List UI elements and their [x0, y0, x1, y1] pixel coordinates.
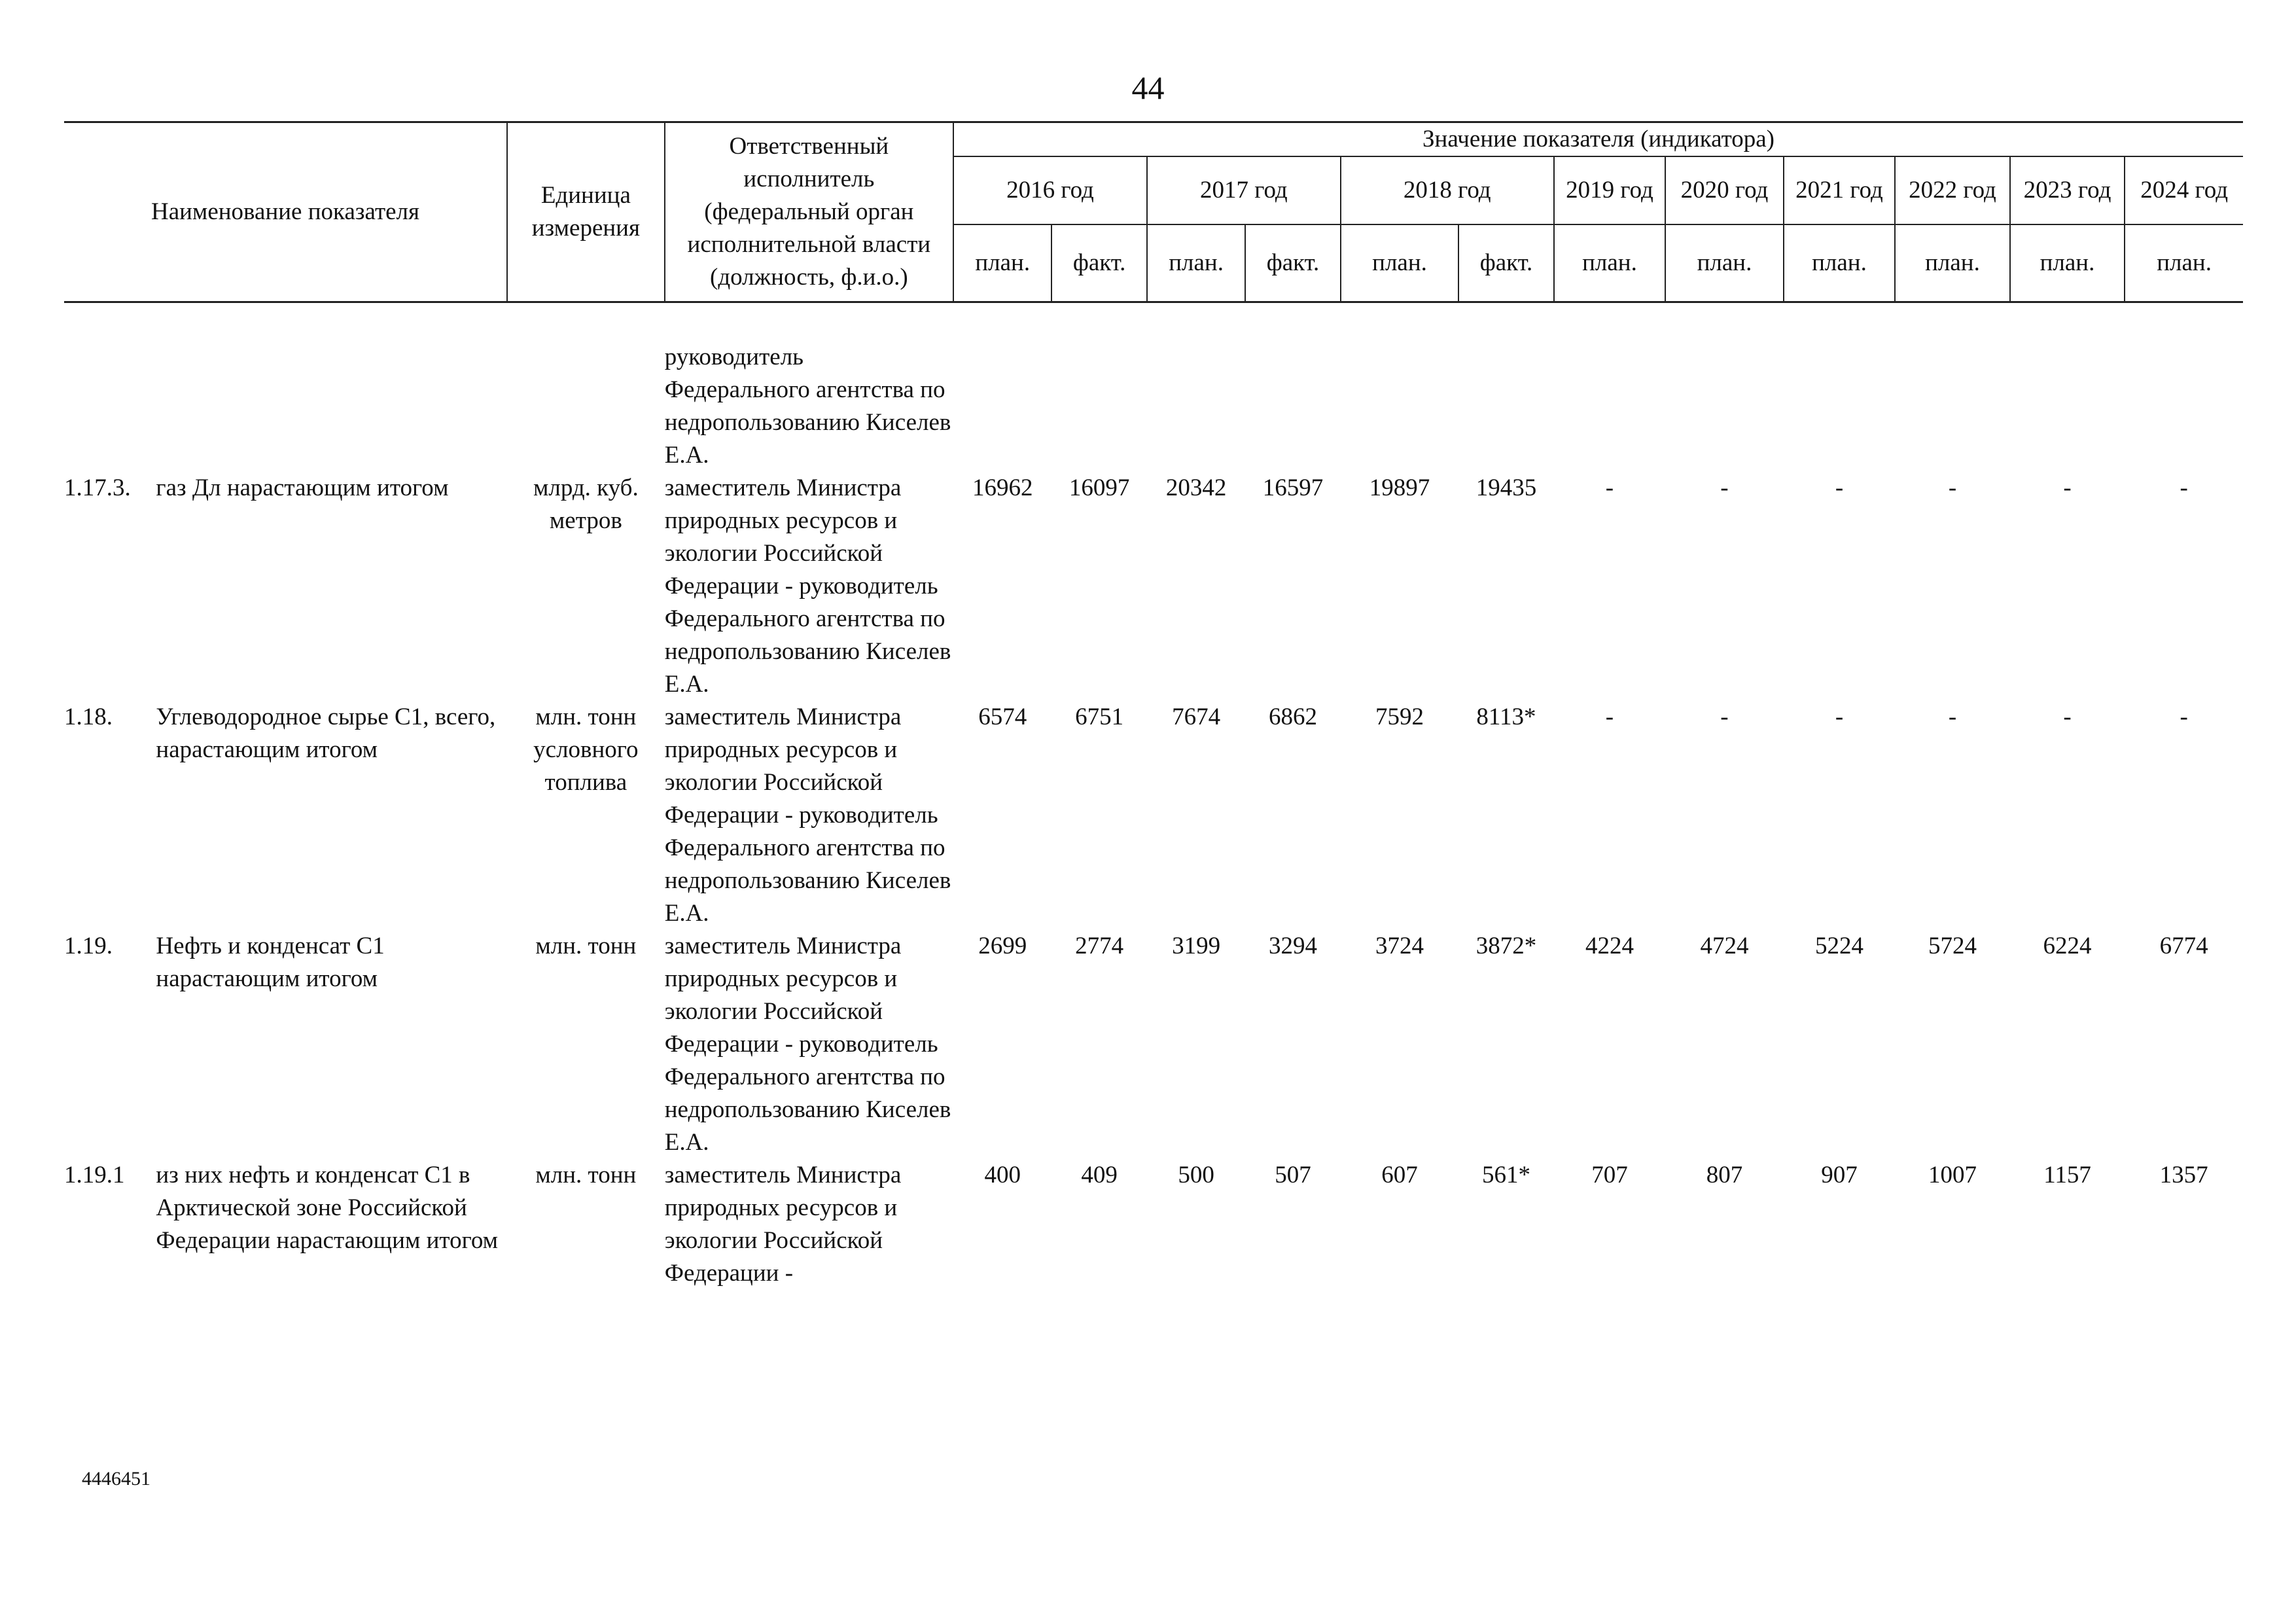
- value-cell: 400: [984, 1161, 1021, 1188]
- indicator-name: Нефть и конденсат С1 нарастающим итогом: [156, 932, 385, 992]
- header-year: 2024 год: [2125, 156, 2243, 224]
- header-sub: факт.: [1051, 224, 1146, 302]
- value-cell: 607: [1381, 1161, 1418, 1188]
- executor-cell: руководитель Федерального агентства по недропользованию Киселев Е.А.: [664, 343, 951, 469]
- value-cell: 3724: [1375, 932, 1424, 959]
- header-name: Наименование показателя: [64, 122, 507, 302]
- value-cell: -: [1835, 474, 1844, 501]
- value-cell: 561*: [1481, 1161, 1530, 1188]
- value-cell: -: [1720, 703, 1729, 730]
- value-cell: -: [2180, 703, 2188, 730]
- header-year: 2018 год: [1341, 156, 1554, 224]
- value-cell: 807: [1706, 1161, 1743, 1188]
- table-row: [64, 1159, 2243, 1290]
- value-cell: -: [2180, 474, 2188, 501]
- table-row: [64, 701, 2243, 930]
- executor-cell: заместитель Министра природных ресурсов и экологии Российской Федерации - руководитель Федерального агентства по недропользованию Киселев Е.А.: [664, 932, 951, 1156]
- value-cell: 2774: [1075, 932, 1124, 959]
- header-sub: факт.: [1458, 224, 1553, 302]
- header-sub: план.: [1147, 224, 1245, 302]
- executor-cell: заместитель Министра природных ресурсов и экологии Российской Федерации -: [664, 1161, 902, 1287]
- header-year: 2022 год: [1895, 156, 2010, 224]
- table-body: [64, 302, 2243, 1290]
- value-cell: 6862: [1269, 703, 1318, 730]
- value-cell: -: [2063, 474, 2072, 501]
- value-cell: 19897: [1369, 474, 1430, 501]
- table-row: [64, 930, 2243, 1159]
- header-year: 2019 год: [1554, 156, 1666, 224]
- value-cell: 6574: [978, 703, 1027, 730]
- value-cell: 16597: [1262, 474, 1324, 501]
- value-cell: 6774: [2159, 932, 2208, 959]
- value-cell: 707: [1591, 1161, 1628, 1188]
- header-sub: план.: [953, 224, 1051, 302]
- value-cell: 500: [1178, 1161, 1214, 1188]
- header-year: 2023 год: [2010, 156, 2125, 224]
- value-cell: 507: [1275, 1161, 1311, 1188]
- executor-cell: заместитель Министра природных ресурсов и экологии Российской Федерации - руководитель Федерального агентства по недропользованию Киселев Е.А.: [664, 474, 951, 698]
- continuation-row: [64, 341, 2243, 472]
- header-year: 2017 год: [1147, 156, 1341, 224]
- table-row: [64, 472, 2243, 701]
- header-executor: Ответственный исполнитель (федеральный орган исполнительной власти (должность, ф.и.о.): [665, 122, 953, 302]
- value-cell: 7592: [1375, 703, 1424, 730]
- value-cell: 5224: [1814, 932, 1863, 959]
- value-cell: -: [1948, 474, 1957, 501]
- executor-cell: заместитель Министра природных ресурсов и экологии Российской Федерации - руководитель Федерального агентства по недропользованию Киселев Е.А.: [664, 703, 951, 927]
- unit-cell: млн. тонн: [535, 932, 637, 959]
- value-cell: 6751: [1075, 703, 1124, 730]
- value-cell: 3199: [1172, 932, 1221, 959]
- value-cell: 8113*: [1476, 703, 1536, 730]
- value-cell: 1157: [2043, 1161, 2091, 1188]
- header-sub: план.: [1554, 224, 1666, 302]
- value-cell: 3294: [1269, 932, 1318, 959]
- value-cell: 16962: [972, 474, 1033, 501]
- value-cell: 19435: [1475, 474, 1537, 501]
- value-cell: 16097: [1069, 474, 1130, 501]
- value-cell: -: [1720, 474, 1729, 501]
- document-id: 4446451: [82, 1468, 150, 1489]
- indicator-name: Углеводородное сырье С1, всего, нарастающим итогом: [156, 703, 496, 763]
- header-year: 2016 год: [953, 156, 1147, 224]
- header-unit: Единица измерения: [507, 122, 665, 302]
- header-sub: план.: [1895, 224, 2010, 302]
- unit-cell: млн. тонн условного топлива: [533, 703, 639, 796]
- header-year: 2020 год: [1665, 156, 1784, 224]
- value-cell: -: [1948, 703, 1957, 730]
- value-cell: 4724: [1700, 932, 1749, 959]
- row-number: 1.19.1: [64, 1161, 125, 1188]
- header-sub: факт.: [1245, 224, 1340, 302]
- value-cell: -: [1835, 703, 1844, 730]
- row-number: 1.17.3.: [64, 474, 131, 501]
- header-sub: план.: [1341, 224, 1459, 302]
- value-cell: 1007: [1928, 1161, 1977, 1188]
- table-header: [64, 122, 2243, 302]
- header-sub: план.: [1665, 224, 1784, 302]
- value-cell: 7674: [1172, 703, 1221, 730]
- header-sub: план.: [2010, 224, 2125, 302]
- value-cell: 409: [1081, 1161, 1118, 1188]
- value-cell: 5724: [1928, 932, 1977, 959]
- indicator-name: газ Дл нарастающим итогом: [156, 474, 449, 501]
- indicator-name: из них нефть и конденсат С1 в Арктической зоне Российской Федерации нарастающим итогом: [156, 1161, 499, 1254]
- unit-cell: млн. тонн: [535, 1161, 637, 1188]
- page-number: 44: [1131, 69, 1165, 106]
- value-cell: -: [1605, 703, 1614, 730]
- value-cell: 4224: [1585, 932, 1634, 959]
- row-number: 1.19.: [64, 932, 113, 959]
- value-cell: 20342: [1165, 474, 1227, 501]
- value-cell: -: [2063, 703, 2072, 730]
- value-cell: 907: [1821, 1161, 1858, 1188]
- value-cell: 3872*: [1475, 932, 1537, 959]
- header-sub: план.: [1784, 224, 1896, 302]
- header-year: 2021 год: [1784, 156, 1896, 224]
- indicator-table: [64, 121, 2243, 1290]
- value-cell: 1357: [2159, 1161, 2208, 1188]
- unit-cell: млрд. куб. метров: [533, 474, 639, 534]
- header-sub: план.: [2125, 224, 2243, 302]
- value-cell: 2699: [978, 932, 1027, 959]
- value-cell: 6224: [2043, 932, 2092, 959]
- row-number: 1.18.: [64, 703, 113, 730]
- value-cell: -: [1605, 474, 1614, 501]
- header-value-group: Значение показателя (индикатора): [953, 122, 2243, 157]
